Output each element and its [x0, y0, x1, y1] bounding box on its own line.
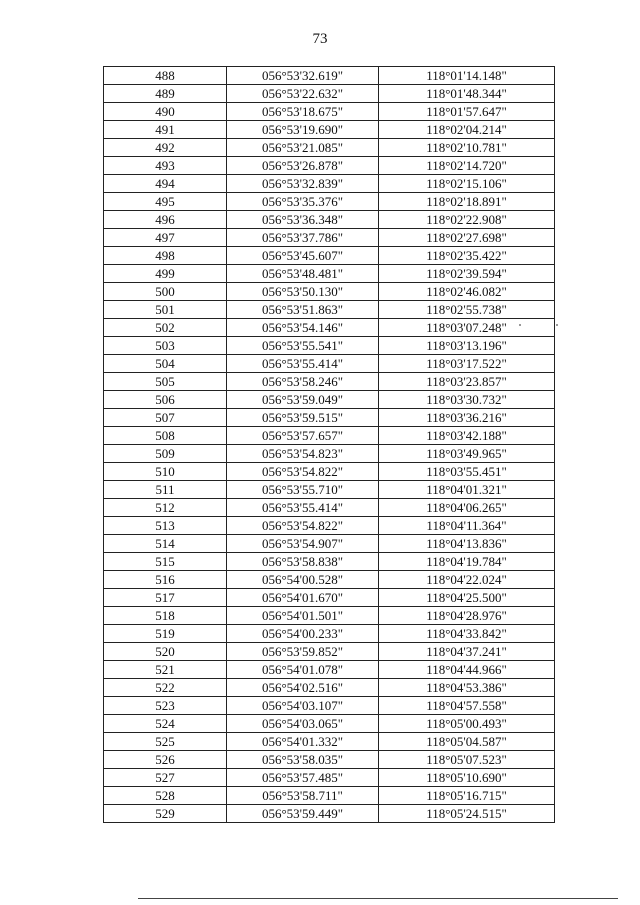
- longitude-cell: 118°02'18.891": [379, 193, 555, 211]
- longitude-cell: 118°02'55.738": [379, 301, 555, 319]
- longitude-cell: 118°01'57.647": [379, 103, 555, 121]
- table-row: [104, 643, 555, 661]
- point-number-cell: 488: [104, 67, 227, 85]
- longitude-cell: 118°01'14.148": [379, 67, 555, 85]
- longitude-cell: 118°02'10.781": [379, 139, 555, 157]
- table-row: [104, 139, 555, 157]
- latitude-cell: 056°53'32.619": [227, 67, 379, 85]
- latitude-cell: 056°53'36.348": [227, 211, 379, 229]
- longitude-cell: 118°03'30.732": [379, 391, 555, 409]
- longitude-cell: 118°04'44.966": [379, 661, 555, 679]
- point-number-cell: 528: [104, 787, 227, 805]
- longitude-cell: 118°04'53.386": [379, 679, 555, 697]
- table-row: [104, 625, 555, 643]
- table-row: [104, 67, 555, 85]
- table-row: [104, 175, 555, 193]
- latitude-cell: 056°53'19.690": [227, 121, 379, 139]
- table-row: [104, 85, 555, 103]
- latitude-cell: 056°53'54.907": [227, 535, 379, 553]
- point-number-cell: 512: [104, 499, 227, 517]
- latitude-cell: 056°54'01.332": [227, 733, 379, 751]
- coordinates-table-body: [104, 67, 555, 823]
- point-number-cell: 506: [104, 391, 227, 409]
- longitude-cell: 118°03'55.451": [379, 463, 555, 481]
- latitude-cell: 056°54'01.670": [227, 589, 379, 607]
- point-number-cell: 510: [104, 463, 227, 481]
- latitude-cell: 056°53'32.839": [227, 175, 379, 193]
- point-number-cell: 520: [104, 643, 227, 661]
- point-number-cell: 498: [104, 247, 227, 265]
- longitude-cell: 118°02'15.106": [379, 175, 555, 193]
- point-number-cell: 516: [104, 571, 227, 589]
- point-number-cell: 511: [104, 481, 227, 499]
- longitude-cell: 118°01'48.344": [379, 85, 555, 103]
- longitude-cell: 118°04'25.500": [379, 589, 555, 607]
- table-row: [104, 535, 555, 553]
- point-number-cell: 517: [104, 589, 227, 607]
- longitude-cell: 118°03'07.248": [379, 319, 555, 337]
- latitude-cell: 056°53'59.049": [227, 391, 379, 409]
- point-number-cell: 504: [104, 355, 227, 373]
- table-row: [104, 265, 555, 283]
- latitude-cell: 056°54'01.078": [227, 661, 379, 679]
- table-row: [104, 427, 555, 445]
- coordinates-table: [103, 66, 555, 823]
- point-number-cell: 519: [104, 625, 227, 643]
- point-number-cell: 490: [104, 103, 227, 121]
- table-row: [104, 481, 555, 499]
- latitude-cell: 056°53'59.852": [227, 643, 379, 661]
- longitude-cell: 118°04'13.836": [379, 535, 555, 553]
- latitude-cell: 056°53'45.607": [227, 247, 379, 265]
- latitude-cell: 056°53'26.878": [227, 157, 379, 175]
- table-row: [104, 211, 555, 229]
- table-row: [104, 247, 555, 265]
- point-number-cell: 494: [104, 175, 227, 193]
- table-row: [104, 445, 555, 463]
- point-number-cell: 497: [104, 229, 227, 247]
- table-row: [104, 157, 555, 175]
- point-number-cell: 527: [104, 769, 227, 787]
- longitude-cell: 118°03'36.216": [379, 409, 555, 427]
- table-row: [104, 769, 555, 787]
- longitude-cell: 118°04'28.976": [379, 607, 555, 625]
- point-number-cell: 525: [104, 733, 227, 751]
- longitude-cell: 118°04'33.842": [379, 625, 555, 643]
- table-row: [104, 499, 555, 517]
- latitude-cell: 056°53'57.485": [227, 769, 379, 787]
- longitude-cell: 118°05'10.690": [379, 769, 555, 787]
- longitude-cell: 118°03'13.196": [379, 337, 555, 355]
- latitude-cell: 056°54'00.528": [227, 571, 379, 589]
- latitude-cell: 056°54'01.501": [227, 607, 379, 625]
- table-row: [104, 805, 555, 823]
- latitude-cell: 056°53'55.414": [227, 499, 379, 517]
- point-number-cell: 523: [104, 697, 227, 715]
- point-number-cell: 493: [104, 157, 227, 175]
- latitude-cell: 056°53'58.246": [227, 373, 379, 391]
- point-number-cell: 509: [104, 445, 227, 463]
- point-number-cell: 505: [104, 373, 227, 391]
- table-row: [104, 463, 555, 481]
- latitude-cell: 056°53'21.085": [227, 139, 379, 157]
- longitude-cell: 118°04'06.265": [379, 499, 555, 517]
- table-row: [104, 409, 555, 427]
- point-number-cell: 515: [104, 553, 227, 571]
- table-row: [104, 553, 555, 571]
- latitude-cell: 056°53'58.711": [227, 787, 379, 805]
- latitude-cell: 056°53'48.481": [227, 265, 379, 283]
- point-number-cell: 495: [104, 193, 227, 211]
- table-row: [104, 679, 555, 697]
- point-number-cell: 507: [104, 409, 227, 427]
- table-row: [104, 391, 555, 409]
- table-row: [104, 571, 555, 589]
- point-number-cell: 524: [104, 715, 227, 733]
- point-number-cell: 496: [104, 211, 227, 229]
- latitude-cell: 056°53'35.376": [227, 193, 379, 211]
- latitude-cell: 056°53'51.863": [227, 301, 379, 319]
- latitude-cell: 056°53'59.449": [227, 805, 379, 823]
- point-number-cell: 491: [104, 121, 227, 139]
- table-row: [104, 517, 555, 535]
- table-row: [104, 373, 555, 391]
- longitude-cell: 118°03'23.857": [379, 373, 555, 391]
- latitude-cell: 056°53'54.823": [227, 445, 379, 463]
- table-row: [104, 229, 555, 247]
- point-number-cell: 501: [104, 301, 227, 319]
- table-row: [104, 787, 555, 805]
- scan-artifact: [519, 324, 521, 326]
- latitude-cell: 056°53'50.130": [227, 283, 379, 301]
- latitude-cell: 056°53'22.632": [227, 85, 379, 103]
- longitude-cell: 118°05'07.523": [379, 751, 555, 769]
- longitude-cell: 118°05'00.493": [379, 715, 555, 733]
- table-row: [104, 337, 555, 355]
- point-number-cell: 513: [104, 517, 227, 535]
- latitude-cell: 056°53'37.786": [227, 229, 379, 247]
- longitude-cell: 118°04'11.364": [379, 517, 555, 535]
- page-bottom-rule: [138, 898, 618, 899]
- point-number-cell: 514: [104, 535, 227, 553]
- point-number-cell: 526: [104, 751, 227, 769]
- longitude-cell: 118°02'22.908": [379, 211, 555, 229]
- latitude-cell: 056°54'02.516": [227, 679, 379, 697]
- longitude-cell: 118°05'16.715": [379, 787, 555, 805]
- longitude-cell: 118°03'49.965": [379, 445, 555, 463]
- table-row: [104, 121, 555, 139]
- longitude-cell: 118°05'04.587": [379, 733, 555, 751]
- latitude-cell: 056°53'54.822": [227, 517, 379, 535]
- latitude-cell: 056°54'03.065": [227, 715, 379, 733]
- point-number-cell: 489: [104, 85, 227, 103]
- latitude-cell: 056°53'55.541": [227, 337, 379, 355]
- longitude-cell: 118°05'24.515": [379, 805, 555, 823]
- point-number-cell: 522: [104, 679, 227, 697]
- table-row: [104, 589, 555, 607]
- point-number-cell: 500: [104, 283, 227, 301]
- longitude-cell: 118°03'17.522": [379, 355, 555, 373]
- table-row: [104, 661, 555, 679]
- table-row: [104, 715, 555, 733]
- latitude-cell: 056°53'18.675": [227, 103, 379, 121]
- longitude-cell: 118°04'37.241": [379, 643, 555, 661]
- table-row: [104, 103, 555, 121]
- longitude-cell: 118°04'22.024": [379, 571, 555, 589]
- table-row: [104, 319, 555, 337]
- latitude-cell: 056°53'58.035": [227, 751, 379, 769]
- longitude-cell: 118°02'39.594": [379, 265, 555, 283]
- latitude-cell: 056°53'55.710": [227, 481, 379, 499]
- longitude-cell: 118°02'46.082": [379, 283, 555, 301]
- latitude-cell: 056°53'54.822": [227, 463, 379, 481]
- longitude-cell: 118°04'01.321": [379, 481, 555, 499]
- latitude-cell: 056°53'57.657": [227, 427, 379, 445]
- longitude-cell: 118°02'14.720": [379, 157, 555, 175]
- scan-artifact: [556, 324, 558, 326]
- table-row: [104, 697, 555, 715]
- latitude-cell: 056°53'58.838": [227, 553, 379, 571]
- latitude-cell: 056°54'03.107": [227, 697, 379, 715]
- longitude-cell: 118°02'04.214": [379, 121, 555, 139]
- point-number-cell: 521: [104, 661, 227, 679]
- point-number-cell: 492: [104, 139, 227, 157]
- table-row: [104, 733, 555, 751]
- point-number-cell: 503: [104, 337, 227, 355]
- latitude-cell: 056°53'59.515": [227, 409, 379, 427]
- longitude-cell: 118°04'57.558": [379, 697, 555, 715]
- latitude-cell: 056°54'00.233": [227, 625, 379, 643]
- point-number-cell: 502: [104, 319, 227, 337]
- point-number-cell: 518: [104, 607, 227, 625]
- table-row: [104, 607, 555, 625]
- latitude-cell: 056°53'55.414": [227, 355, 379, 373]
- longitude-cell: 118°02'35.422": [379, 247, 555, 265]
- table-row: [104, 355, 555, 373]
- table-row: [104, 193, 555, 211]
- longitude-cell: 118°03'42.188": [379, 427, 555, 445]
- point-number-cell: 529: [104, 805, 227, 823]
- longitude-cell: 118°02'27.698": [379, 229, 555, 247]
- table-row: [104, 301, 555, 319]
- latitude-cell: 056°53'54.146": [227, 319, 379, 337]
- table-row: [104, 283, 555, 301]
- table-row: [104, 751, 555, 769]
- page-number: 73: [312, 31, 328, 47]
- point-number-cell: 499: [104, 265, 227, 283]
- point-number-cell: 508: [104, 427, 227, 445]
- longitude-cell: 118°04'19.784": [379, 553, 555, 571]
